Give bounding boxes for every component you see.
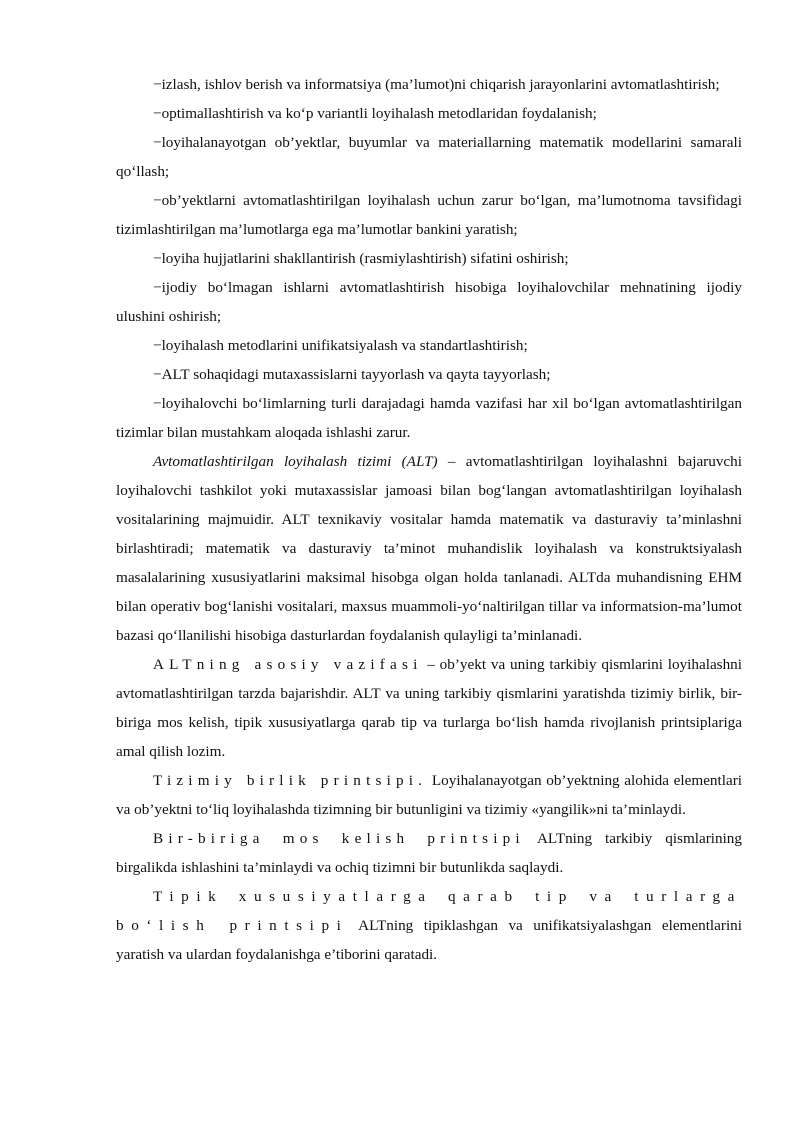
definition-term: Avtomatlashtirilgan loyihalash tizimi (ALT)	[153, 453, 438, 470]
bullet-item: −loyiha hujjatlarini shakllantirish (rasmiylashtirish) sifatini oshirish;	[153, 250, 569, 267]
bullet-item: −loyihalovchi bo‘limlarning turli darajadagi hamda vazifasi har xil bo‘lgan avtomatlashtirilgan tizimlar bilan mustahkam aloqada ishlashi zarur.	[116, 395, 742, 441]
main-task-paragraph	[116, 650, 742, 766]
principle-term: Tipik xususiyatlarga qarab tip va turlarga bo‘lish printsipi	[116, 888, 742, 934]
principle-term: Tizimiy birlik printsipi.	[153, 772, 428, 789]
main-task-term: ALTning asosiy vazifasi	[153, 656, 423, 673]
principle-text: Loyihalanayotgan ob’yektning alohida elementlari va ob’yektni to‘liq loyihalashda tizimning bir butunligini va tizimiy «yangilik»ni ta’minlaydi.	[116, 772, 742, 818]
bullet-item: −ALT sohaqidagi mutaxassislarni tayyorlash va qayta tayyorlash;	[153, 366, 551, 383]
principle-text: ALTning tarkibiy qismlarining birgalikda ishlashini ta’minlaydi va ochiq tizimni bir butunlikda saqlaydi.	[116, 830, 742, 876]
document-page	[116, 70, 742, 969]
principle-paragraph	[116, 766, 742, 824]
definition-paragraph	[116, 447, 742, 650]
main-task-text: – ob’yekt va uning tarkibiy qismlarini loyihalashni avtomatlashtirilgan tarzda bajarishdir. ALT va uning tarkibiy qismlarini yaratishda tizimiy birlik, bir-biriga mos kelish, tipik xususiyatlarga qarab tip va turlarga bo‘lish hamda rivojlanish printsiplariga amal qilish lozim.	[116, 656, 742, 760]
bullet-item: −izlash, ishlov berish va informatsiya (ma’lumot)ni chiqarish jarayonlarini avtomatlashtirish;	[153, 76, 720, 93]
bullet-item: −loyihalash metodlarini unifikatsiyalash va standartlashtirish;	[153, 337, 528, 354]
definition-text: – avtomatlashtirilgan loyihalashni bajaruvchi loyihalovchi tashkilot yoki mutaxassislar jamoasi bilan bog‘langan avtomatlashtirilgan loyihalash vositalarining majmuidir. ALT texnikaviy vositalar hamda matematik va dasturaviy ta’minlashni birlashtiradi; matematik va dasturaviy ta’minot muhandislik loyihalash va konstruktsiyalash masalalarining xususiyatlarini maksimal hisobga olgan holda tanlanadi. ALTda muhandisning EHM bilan operativ bog‘lanishi vositalari, maxsus muammoli-yo‘naltirilgan tillar va informatsion-ma’lumot bazasi qo‘llanilishi hisobiga dasturlardan foydalanish qulayligi ta’minlanadi.	[116, 453, 742, 644]
bullet-item: −ob’yektlarni avtomatlashtirilgan loyihalash uchun zarur bo‘lgan, ma’lumotnoma tavsifidagi tizimlashtirilgan ma’lumotlarga ega ma’lumotlar bankini yaratish;	[116, 192, 742, 238]
bullet-item: −loyihalanayotgan ob’yektlar, buyumlar va materiallarning matematik modellarini samarali qo‘llash;	[116, 134, 742, 180]
bullet-item: −ijodiy bo‘lmagan ishlarni avtomatlashtirish hisobiga loyihalovchilar mehnatining ijodiy ulushini oshirish;	[116, 279, 742, 325]
principle-term: Bir-biriga mos kelish printsipi	[153, 830, 525, 847]
principle-paragraph	[116, 824, 742, 882]
principle-paragraph	[116, 882, 742, 969]
principle-text: ALTning tipiklashgan va unifikatsiyalashgan elementlarini yaratish va ulardan foydalanishga e’tiborini qaratadi.	[116, 917, 742, 963]
bullet-item: −optimallashtirish va ko‘p variantli loyihalash metodlaridan foydalanish;	[153, 105, 597, 122]
